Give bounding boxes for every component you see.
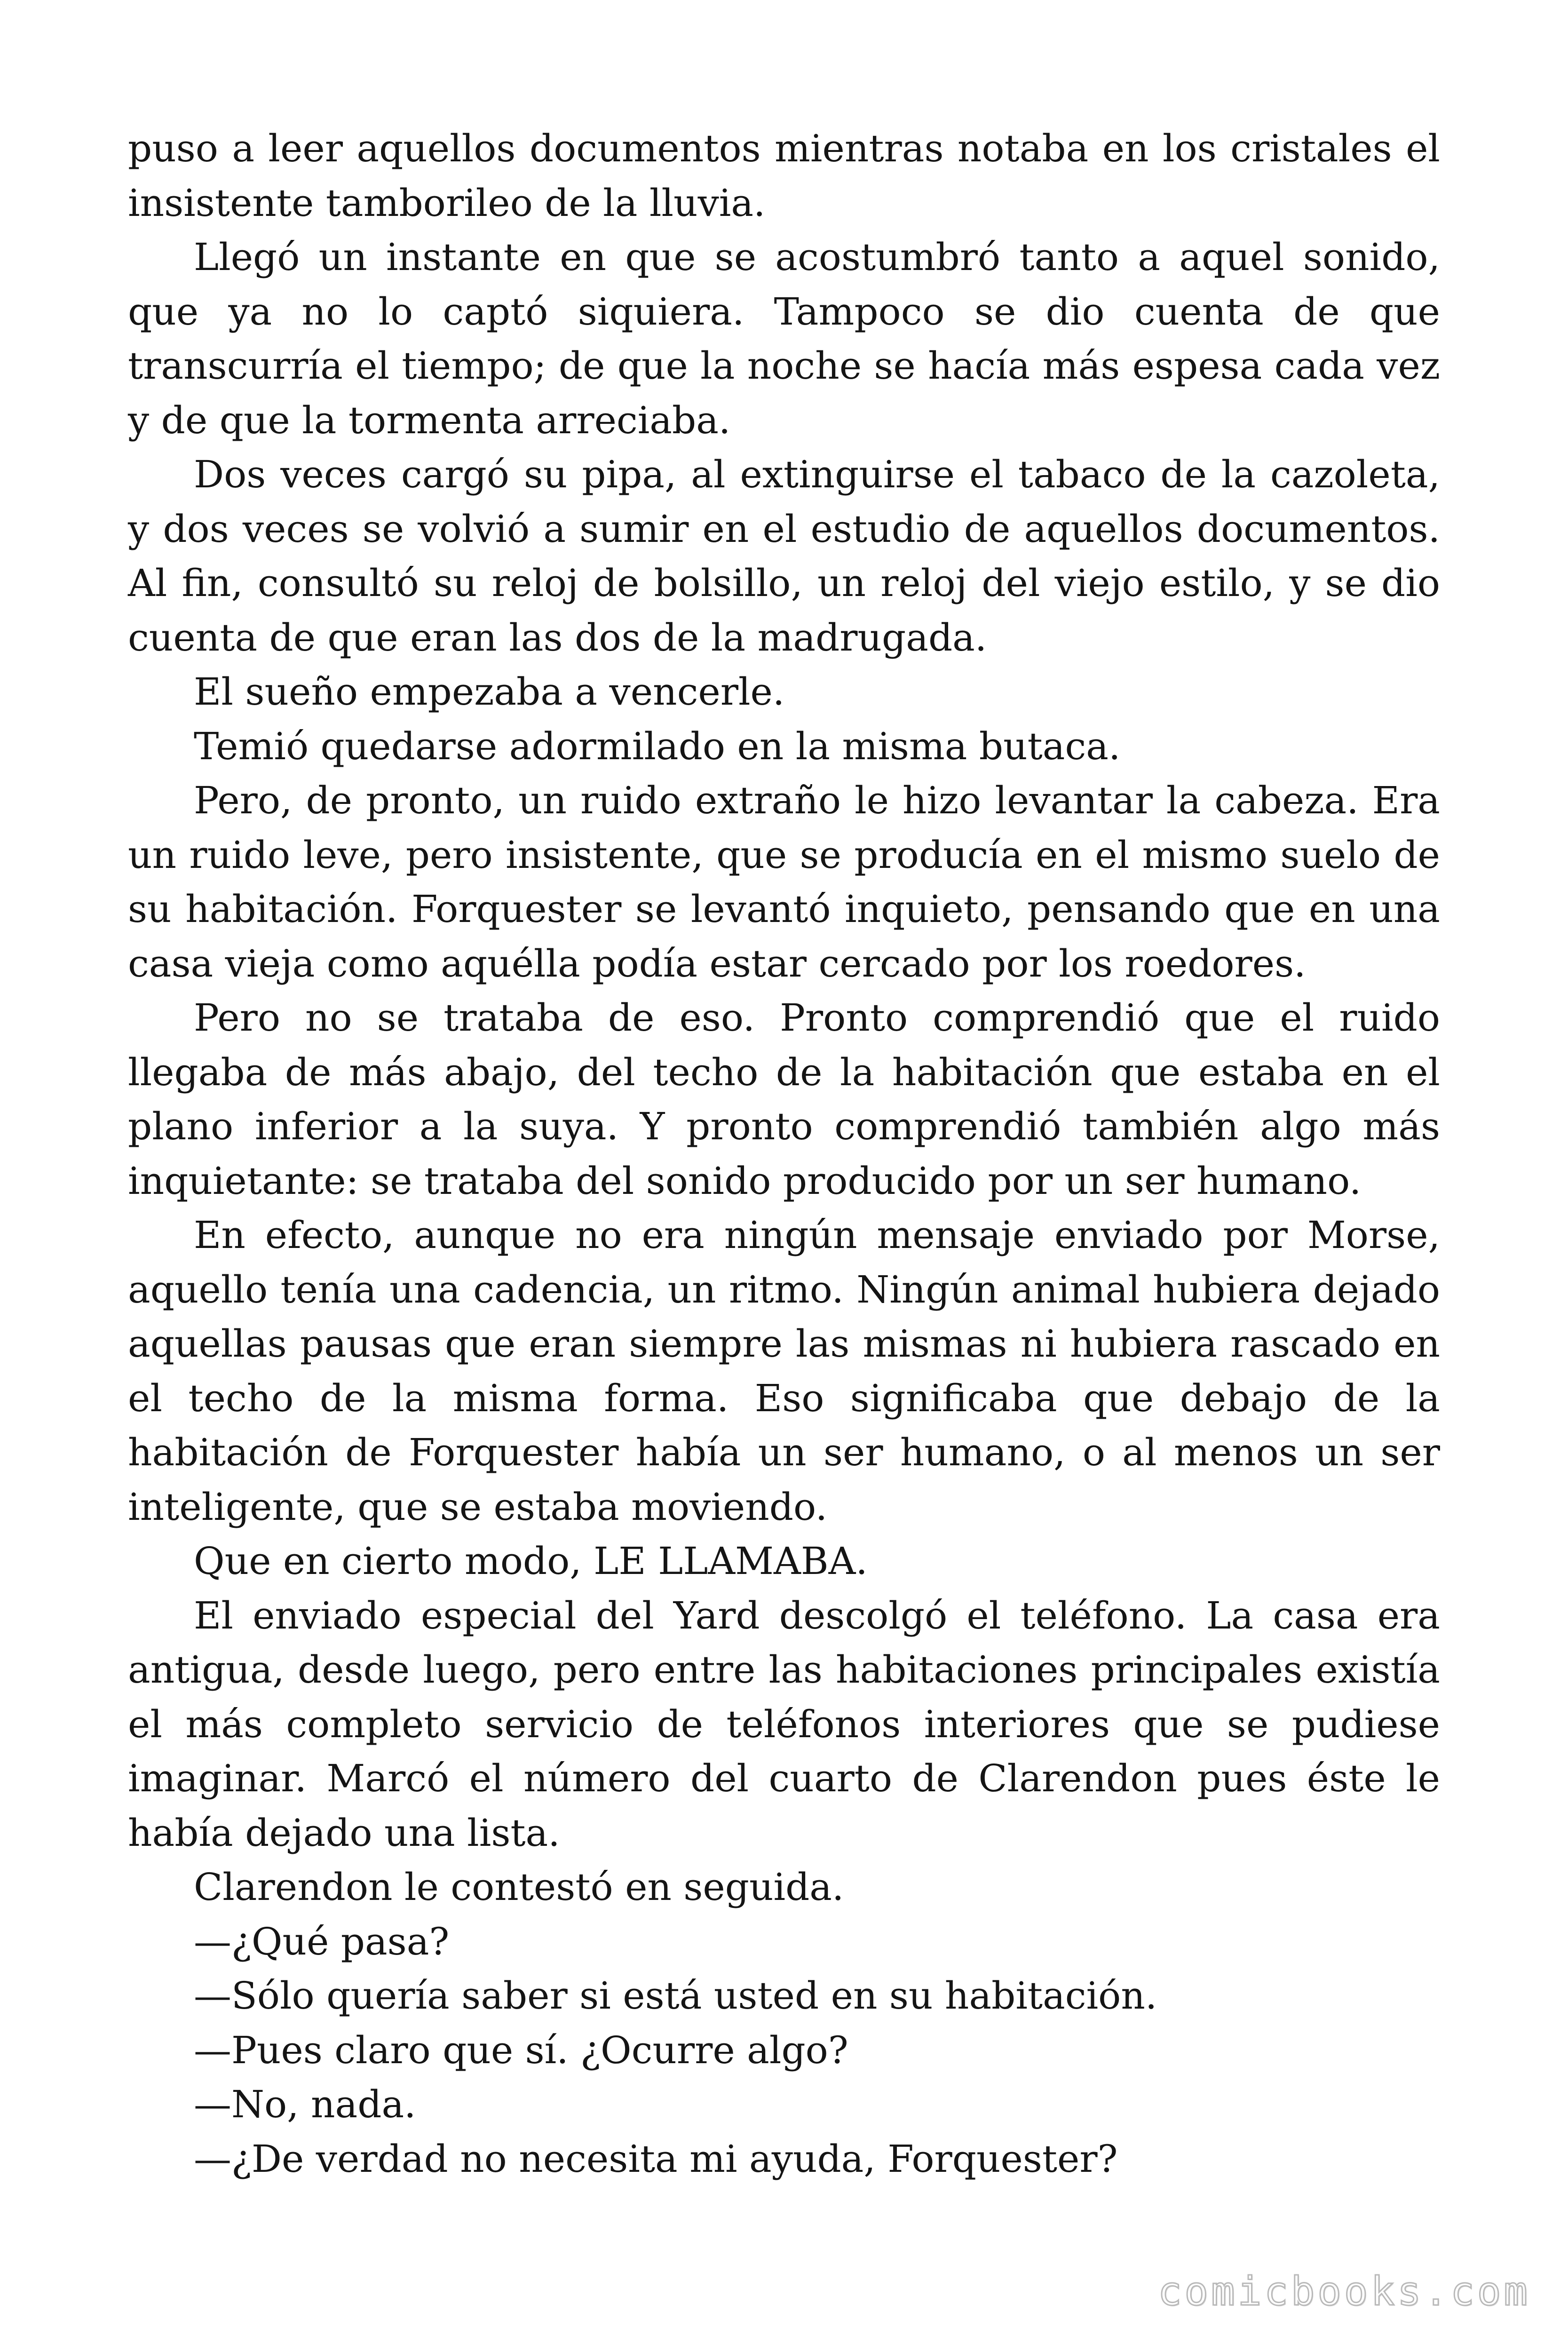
paragraph-5: Temió quedarse adormilado en la misma butaca. — [194, 724, 1121, 768]
dialogue-line-2: —Sólo quería saber si está usted en su habitación. — [194, 1974, 1157, 2018]
paragraph-10: El enviado especial del Yard descolgó el teléfono. La casa era antigua, desde luego, pero entre las habitaciones principales existía el más completo servicio de teléfonos interiores que se pudiese imaginar. Marcó el número del cuarto de Clarendon pues éste le había dejado una lista. — [128, 1593, 1440, 1855]
paragraph-6: Pero, de pronto, un ruido extraño le hizo levantar la cabeza. Era un ruido leve, pero insistente, que se producía en el mismo suelo de su habitación. Forquester se levantó inquieto, pensando que en una casa vieja como aquélla podía estar cercado por los roedores. — [128, 779, 1440, 985]
dialogue-line-1: —¿Qué pasa? — [194, 1919, 450, 1963]
paragraph-3: Dos veces cargó su pipa, al extinguirse el tabaco de la cazoleta, y dos veces se volvió a sumir en el estudio de aquellos documentos. Al fin, consultó su reloj de bolsillo, un reloj del viejo estilo, y se dio cuenta de que eran las dos de la madrugada. — [128, 453, 1440, 660]
paragraph-4: El sueño empezaba a vencerle. — [194, 670, 785, 714]
dialogue-line-3: —Pues claro que sí. ¿Ocurre algo? — [194, 2028, 848, 2072]
paragraph-7: Pero no se trataba de eso. Pronto comprendió que el ruido llegaba de más abajo, del techo de la habitación que estaba en el plano inferior a la suya. Y pronto comprendió también algo más inquietante: se trataba del sonido producido por un ser humano. — [128, 996, 1440, 1203]
watermark: comicbooks.com — [1157, 2268, 1530, 2314]
paragraph-9: Que en cierto modo, LE LLAMABA. — [194, 1539, 868, 1583]
paragraph-1: puso a leer aquellos documentos mientras notaba en los cristales el insistente tamborileo de la lluvia. — [128, 127, 1440, 225]
dialogue-line-4: —No, nada. — [194, 2082, 416, 2126]
paragraph-11: Clarendon le contestó en seguida. — [194, 1865, 844, 1909]
paragraph-8: En efecto, aunque no era ningún mensaje enviado por Morse, aquello tenía una cadencia, un ritmo. Ningún animal hubiera dejado aquellas pausas que eran siempre las mismas ni hubiera rascado en el techo de la misma forma. Eso significaba que debajo de la habitación de Forquester había un ser humano, o al menos un ser inteligente, que se estaba moviendo. — [128, 1213, 1440, 1529]
body-text — [128, 121, 1440, 2186]
dialogue-line-5: —¿De verdad no necesita mi ayuda, Forquester? — [194, 2137, 1118, 2181]
paragraph-2: Llegó un instante en que se acostumbró tanto a aquel sonido, que ya no lo captó siquiera. Tampoco se dio cuenta de que transcurría el tiempo; de que la noche se hacía más espesa cada vez y de que la tormenta arreciaba. — [128, 235, 1440, 442]
